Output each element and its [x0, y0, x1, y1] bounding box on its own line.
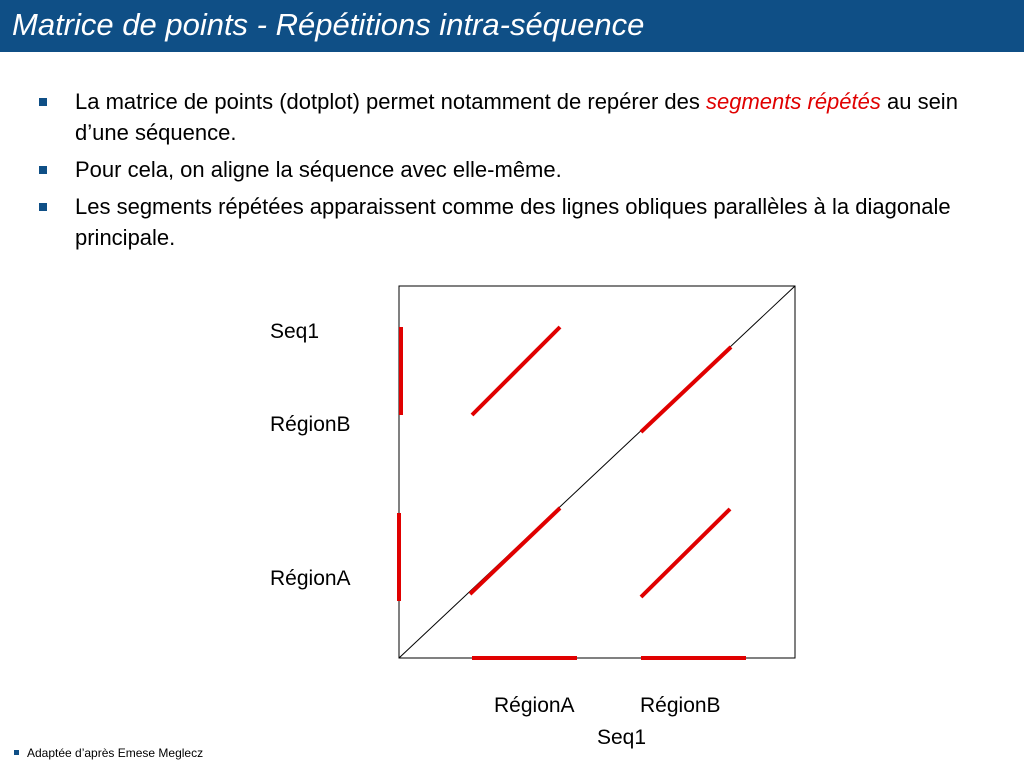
x-axis-region-b-label: RégionB	[640, 694, 721, 717]
bullet-text: La matrice de points (dotplot) permet notamment de repérer des	[75, 89, 706, 114]
footer-credit	[14, 746, 203, 760]
repeat-segment-a-b	[641, 509, 730, 597]
main-diagonal	[399, 286, 795, 658]
repeat-segment-b-a	[472, 327, 560, 415]
x-axis-sequence-label: Seq1	[597, 726, 647, 749]
square-bullet-icon	[14, 750, 19, 755]
repeat-segment-b-b	[641, 347, 731, 432]
slide-title: Matrice de points - Répétitions intra-séquence	[12, 7, 645, 42]
repeat-segment-a-a	[470, 508, 560, 594]
y-axis-region-b-label: RégionB	[270, 413, 351, 436]
bullet-text-after: au sein d’une séquence.	[75, 89, 958, 145]
x-axis-region-a-label: RégionA	[494, 694, 575, 717]
footer-text: Adaptée d’après Emese Meglecz	[27, 746, 204, 760]
y-axis-region-a-label: RégionA	[270, 567, 351, 590]
bullet-text: Les segments répétées apparaissent comme des lignes obliques parallèles à la diagonale principale.	[75, 194, 951, 250]
y-axis-sequence-label: Seq1	[270, 320, 320, 343]
bullet-emphasis: segments répétés	[706, 89, 881, 114]
bullet-text: Pour cela, on aligne la séquence avec elle-même.	[75, 157, 562, 182]
